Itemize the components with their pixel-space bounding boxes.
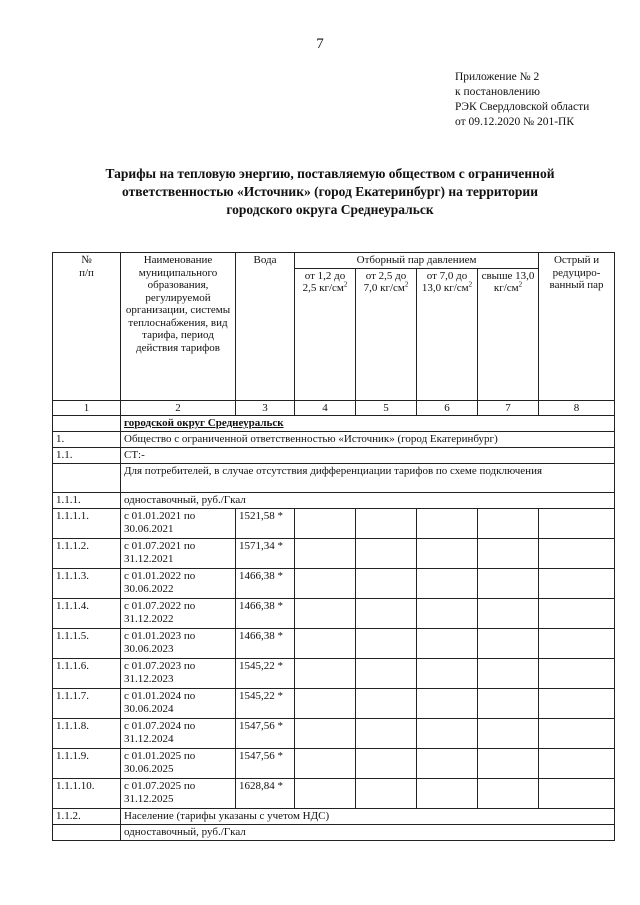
empty-cell <box>478 659 539 689</box>
header-num: № п/п <box>53 253 121 401</box>
empty-cell <box>356 779 417 809</box>
row-num: 1.1. <box>53 448 121 464</box>
empty-cell <box>478 539 539 569</box>
column-index: 1 <box>53 400 121 416</box>
empty-cell <box>417 719 478 749</box>
appendix-line: от 09.12.2020 № 201-ПК <box>455 116 575 128</box>
header-steam-group: Отборный пар давлением <box>295 253 539 269</box>
appendix-line: к постановлению <box>455 86 540 98</box>
empty-cell <box>295 749 356 779</box>
empty-cell <box>478 599 539 629</box>
rate-type: одноставочный, руб./Гкал <box>121 493 615 509</box>
document-title <box>60 165 600 219</box>
empty-cell <box>478 629 539 659</box>
empty-cell <box>478 719 539 749</box>
row-num: 1.1.1.9. <box>53 749 121 779</box>
row-num: 1.1.1.8. <box>53 719 121 749</box>
water-tariff: 1521,58 * <box>236 509 295 539</box>
title-line: ответственностью «Источник» (город Екатеринбург) на территории <box>122 184 538 199</box>
empty-cell <box>539 659 615 689</box>
empty-cell <box>356 629 417 659</box>
empty-cell <box>356 539 417 569</box>
consumers-note: Для потребителей, в случае отсутствия дифференциации тарифов по схеме подключения <box>121 464 615 493</box>
table-row <box>53 599 615 629</box>
empty-cell <box>295 539 356 569</box>
empty-cell <box>295 659 356 689</box>
column-index: 2 <box>121 400 236 416</box>
page-number: 7 <box>316 36 324 52</box>
title-line: городского округа Среднеуральск <box>226 202 434 217</box>
header-pressure-3: от 7,0 до 13,0 $кг/см^2$ <box>417 268 478 400</box>
empty-cell <box>53 416 121 432</box>
tariff-period: с 01.01.2024 по 30.06.2024 <box>121 689 236 719</box>
tariff-period: с 01.07.2025 по 31.12.2025 <box>121 779 236 809</box>
empty-cell <box>295 569 356 599</box>
row-num: 1.1.1.10. <box>53 779 121 809</box>
water-tariff: 1628,84 * <box>236 779 295 809</box>
row-num: 1.1.1. <box>53 493 121 509</box>
empty-cell <box>417 509 478 539</box>
empty-cell <box>478 569 539 599</box>
column-index: 8 <box>539 400 615 416</box>
row-num: 1.1.1.7. <box>53 689 121 719</box>
empty-cell <box>295 629 356 659</box>
table-row <box>53 629 615 659</box>
header-pressure-2: от 2,5 до 7,0 $кг/см^2$ <box>356 268 417 400</box>
tariff-period: с 01.07.2023 по 31.12.2023 <box>121 659 236 689</box>
empty-cell <box>478 779 539 809</box>
empty-cell <box>356 659 417 689</box>
title-line: Тарифы на тепловую энергию, поставляемую обществом с ограниченной <box>105 166 555 181</box>
empty-cell <box>539 689 615 719</box>
empty-cell <box>539 599 615 629</box>
empty-cell <box>417 539 478 569</box>
column-index: 7 <box>478 400 539 416</box>
empty-cell <box>417 569 478 599</box>
empty-cell <box>53 464 121 493</box>
row-num: 1. <box>53 432 121 448</box>
row-num: 1.1.1.2. <box>53 539 121 569</box>
population-note: Население (тарифы указаны с учетом НДС) <box>121 809 615 825</box>
row-num: 1.1.1.5. <box>53 629 121 659</box>
tariff-period: с 01.01.2021 по 30.06.2021 <box>121 509 236 539</box>
empty-cell <box>539 509 615 539</box>
empty-cell <box>417 629 478 659</box>
empty-cell <box>539 539 615 569</box>
water-tariff: 1571,34 * <box>236 539 295 569</box>
tariff-period: с 01.01.2025 по 30.06.2025 <box>121 749 236 779</box>
empty-cell <box>295 719 356 749</box>
tariff-period: с 01.01.2022 по 30.06.2022 <box>121 569 236 599</box>
header-pressure-1: от 1,2 до 2,5 $кг/см^2$ <box>295 268 356 400</box>
appendix-note <box>455 70 589 130</box>
water-tariff: 1547,56 * <box>236 749 295 779</box>
water-tariff: 1466,38 * <box>236 629 295 659</box>
empty-cell <box>53 825 121 841</box>
row-num: 1.1.2. <box>53 809 121 825</box>
tariff-table <box>52 252 615 841</box>
tariff-period: с 01.07.2021 по 31.12.2021 <box>121 539 236 569</box>
header-sharp-steam: Острый и редуциро-ванный пар <box>539 253 615 401</box>
tariff-period: с 01.07.2022 по 31.12.2022 <box>121 599 236 629</box>
empty-cell <box>539 719 615 749</box>
water-tariff: 1466,38 * <box>236 569 295 599</box>
column-index: 4 <box>295 400 356 416</box>
empty-cell <box>417 659 478 689</box>
empty-cell <box>417 599 478 629</box>
empty-cell <box>539 779 615 809</box>
empty-cell <box>295 689 356 719</box>
appendix-line: Приложение № 2 <box>455 71 540 83</box>
table-row <box>53 749 615 779</box>
tariff-period: с 01.07.2024 по 31.12.2024 <box>121 719 236 749</box>
water-tariff: 1547,56 * <box>236 719 295 749</box>
header-pressure-4: свыше 13,0 $кг/см^2$ <box>478 268 539 400</box>
org-name: Общество с ограниченной ответственностью «Источник» (город Екатеринбург) <box>121 432 615 448</box>
empty-cell <box>539 569 615 599</box>
water-tariff: 1545,22 * <box>236 689 295 719</box>
empty-cell <box>295 599 356 629</box>
row-num: 1.1.1.1. <box>53 509 121 539</box>
table-row <box>53 509 615 539</box>
header-name: Наименование муниципального образования, регулируемой организации, системы теплоснабжения, вид тарифа, период действия тарифов <box>121 253 236 401</box>
empty-cell <box>356 689 417 719</box>
header-water: Вода <box>236 253 295 401</box>
row-num: 1.1.1.4. <box>53 599 121 629</box>
empty-cell <box>478 509 539 539</box>
empty-cell <box>417 749 478 779</box>
table-row <box>53 779 615 809</box>
empty-cell <box>539 629 615 659</box>
row-num: 1.1.1.6. <box>53 659 121 689</box>
empty-cell <box>356 509 417 539</box>
table-row <box>53 719 615 749</box>
tariff-period: с 01.01.2023 по 30.06.2023 <box>121 629 236 659</box>
row-num: 1.1.1.3. <box>53 569 121 599</box>
empty-cell <box>417 779 478 809</box>
table-row <box>53 569 615 599</box>
table-row <box>53 689 615 719</box>
rate-type: одноставочный, руб./Гкал <box>121 825 615 841</box>
empty-cell <box>356 719 417 749</box>
empty-cell <box>295 779 356 809</box>
empty-cell <box>417 689 478 719</box>
empty-cell <box>356 749 417 779</box>
empty-cell <box>356 599 417 629</box>
empty-cell <box>478 749 539 779</box>
empty-cell <box>356 569 417 599</box>
empty-cell <box>478 689 539 719</box>
water-tariff: 1466,38 * <box>236 599 295 629</box>
column-index: 6 <box>417 400 478 416</box>
table-row <box>53 659 615 689</box>
column-index: 3 <box>236 400 295 416</box>
empty-cell <box>295 509 356 539</box>
section-title: городской округ Среднеуральск <box>121 416 615 432</box>
empty-cell <box>539 749 615 779</box>
column-index: 5 <box>356 400 417 416</box>
table-row <box>53 539 615 569</box>
water-tariff: 1545,22 * <box>236 659 295 689</box>
system-name: СТ:- <box>121 448 615 464</box>
appendix-line: РЭК Свердловской области <box>455 101 590 113</box>
